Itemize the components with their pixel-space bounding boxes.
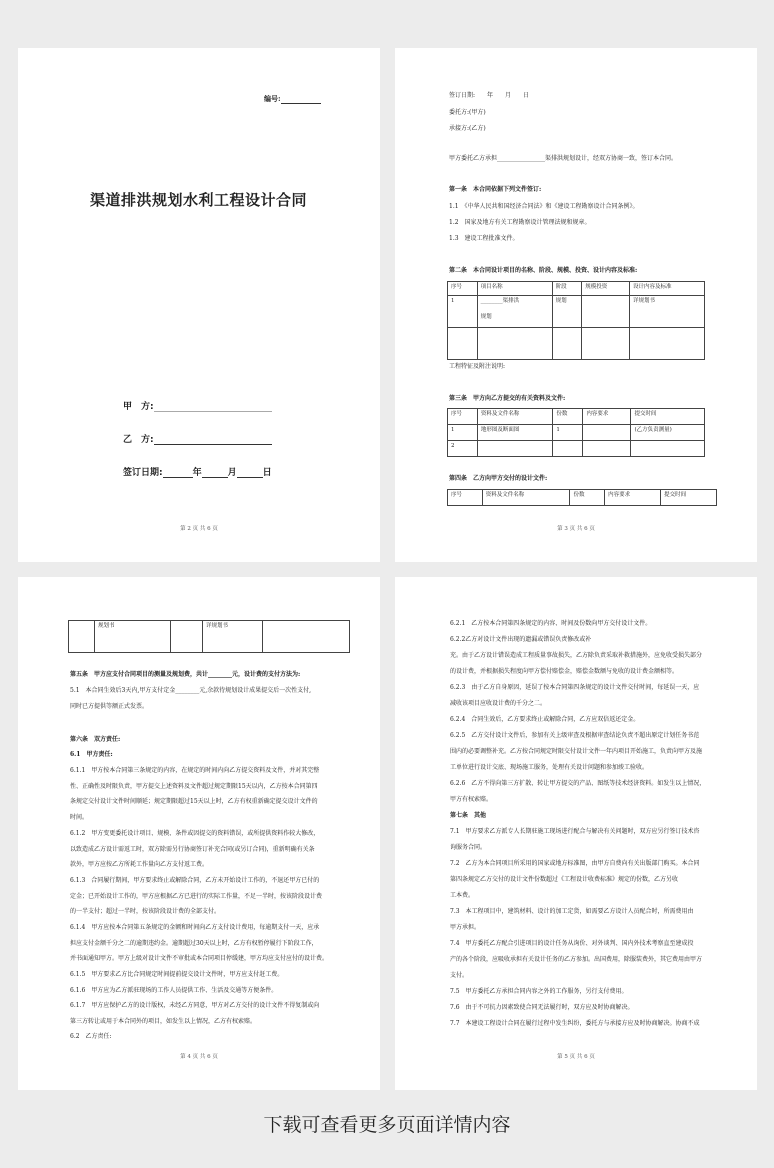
section-heading: 第五条 甲方应支付合同项目的测量及规划费，共计________元，设计费的支付方法为: xyxy=(70,671,301,678)
contract-number xyxy=(264,94,321,104)
party-a-label: 甲 方: xyxy=(123,402,154,412)
text-line: 的一半支付；超过一半时，按该阶段设计费的全部支付。 xyxy=(70,908,221,915)
text-line: 甲方有权索赔。 xyxy=(450,796,493,803)
deliverables-table-cont xyxy=(68,620,350,653)
text-line: 6.2.4 合同生效后，乙方要求终止或解除合同，乙方应双倍返还定金。 xyxy=(450,716,640,723)
text-line: 7.6 由于不可抗力因素致使合同无法履行时，双方应及时协商解决。 xyxy=(450,1004,634,1011)
text-line: 减收该项目应收设计费的千分之二。 xyxy=(450,700,547,707)
section-heading: 第一条 本合同依据下列文件签订: xyxy=(449,186,542,193)
text-line: 担应支付金额千分之二的逾期违约金。逾期超过30天以上时，乙方有权暂停履行下阶段工作， xyxy=(70,940,318,947)
party-b-row xyxy=(123,432,272,445)
text-line: 7.3 本工程项目中，建筑材料、设计的加工定货，如需要乙方设计人员配合时，所需费用由 xyxy=(450,908,694,915)
text-line: 款外，甲方应按乙方所耗工作量向乙方支付返工费。 xyxy=(70,861,209,868)
table-cell xyxy=(69,621,95,653)
number-blank xyxy=(281,96,321,104)
text-line: 1.3 建设工程批准文件。 xyxy=(449,235,519,242)
year-label: 年 xyxy=(192,468,202,478)
materials-table xyxy=(447,408,705,457)
section-heading: 第六条 双方责任: xyxy=(70,736,121,743)
text-line: 6.1.7 甲方应保护乙方的设计版权，未经乙方同意，甲方对乙方交付的设计文件不得复制或向 xyxy=(70,1002,320,1009)
text-line: 5.1 本合同生效后3天内,甲方支付定金________元,余款待规划设计成果提交后一次性支付, xyxy=(70,687,312,694)
table-cell: 地形图及断面图 xyxy=(477,425,553,441)
table-cell xyxy=(263,621,350,653)
month-label: 月 xyxy=(227,468,237,478)
table-header: 阶段 xyxy=(552,282,582,296)
design-items-table xyxy=(447,281,705,360)
text-line: 询服务合同。 xyxy=(450,844,487,851)
text-line: 6.1.4 甲方应按本合同第五条规定的金额和时间向乙方支付设计费用，每逾期支付一天，应承 xyxy=(70,924,320,931)
table-header: 项目名称 xyxy=(477,282,552,296)
table-cell: 1 xyxy=(553,425,583,441)
text-line: 6.1.6 甲方应为乙方派驻现场的工作人员提供工作、生活及交通等方便条件。 xyxy=(70,987,278,994)
table-header: 序号 xyxy=(448,490,483,506)
text-line: 7.5 甲方委托乙方承担合同内容之外的工作服务，另行支付费用。 xyxy=(450,988,628,995)
text-line: 工程特征及附注说明: xyxy=(449,363,506,370)
text-line: 7.7 本建设工程设计合同在履行过程中发生纠纷，委托方与承接方应及时协商解决。协商不成 xyxy=(450,1020,700,1027)
table-cell xyxy=(171,621,203,653)
sign-date-label: 签订日期: xyxy=(123,468,163,478)
text-line: 时间。 xyxy=(70,814,89,821)
page-number: 第 3 页 共 6 页 xyxy=(557,526,595,532)
table-header: 内容要求 xyxy=(583,409,631,425)
text-line: 6.2.1 乙方按本合同第四条规定的内容、时间及份数向甲方交付设计文件。 xyxy=(450,620,652,627)
table-header: 序号 xyxy=(448,282,478,296)
table-cell: (乙方负责测量) xyxy=(631,425,705,441)
text-line: 同时已方提供等额正式发票。 xyxy=(70,703,149,710)
table-header: 规模投资 xyxy=(582,282,630,296)
text-line: 围内的必要调整补充。乙方按合同规定时限交付设计文件一年内项目开始施工，负责向甲方及施 xyxy=(450,748,703,755)
text-line: 6.2.3 由于乙方自身原因，延误了按本合同第四条规定的设计文件交付时间，每延误一天，应 xyxy=(450,684,700,691)
project-name: ________渠排洪 xyxy=(480,298,520,304)
document-page-5 xyxy=(395,577,757,1090)
table-cell xyxy=(477,296,552,328)
text-line: 6.2.2乙方对设计文件出现的遗漏或错误负责修改或补 xyxy=(450,636,592,643)
table-header: 份数 xyxy=(553,409,583,425)
table-header: 提交时间 xyxy=(631,409,705,425)
table-cell: 详规划书 xyxy=(630,296,705,328)
contract-title: 渠道排洪规划水利工程设计合同 xyxy=(90,191,308,209)
text-line: 第三方转让或用于本合同外的项目，如发生以上情况，乙方有权索赔。 xyxy=(70,1018,257,1025)
table-header: 提交时间 xyxy=(661,490,717,506)
download-caption: 下载可查看更多页面详情内容 xyxy=(263,1114,511,1136)
day-label: 日 xyxy=(262,468,272,478)
text-line: 6.1.2 甲方变更委托设计项目、规模、条件或因提交的资料错误，或所提供资料作较大修改， xyxy=(70,830,320,837)
text-line: 签订日期: 年 月 日 xyxy=(449,92,530,99)
text-line: 6.2 乙方责任: xyxy=(70,1033,112,1040)
text-line: 1.2 国家及地方有关工程勘察设计管理法规和规章。 xyxy=(449,219,591,226)
text-line: 以致造成乙方设计需返工时，双方除需另行协商签订补充合同(或另订合同)，重新明确有关条 xyxy=(70,846,315,853)
text-line: 的设计费，并根据损失程度向甲方偿付赔偿金，赔偿金数额与免收的设计费金额相等。 xyxy=(450,668,679,675)
project-name-cont: 规划 xyxy=(480,314,492,320)
page-number: 第 2 页 共 6 页 xyxy=(180,526,218,532)
sign-date-row xyxy=(123,465,272,478)
table-cell xyxy=(583,425,631,441)
text-line: 性、正确性及时限负责，甲方提交上述资料及文件超过规定期限15天以内，乙方按本合同第四 xyxy=(70,783,318,790)
text-line: 工本费。 xyxy=(450,892,475,899)
table-header: 资料及文件名称 xyxy=(477,409,553,425)
section-heading: 第四条 乙方向甲方交付的设计文件: xyxy=(449,475,548,482)
page-number: 第 4 页 共 6 页 xyxy=(180,1054,218,1060)
table-header: 资料及文件名称 xyxy=(482,490,570,506)
document-page-cover xyxy=(18,48,380,562)
text-line: 第四条规定乙方交付的设计文件份数超过《工程设计收费标准》规定的份数，乙方另收 xyxy=(450,876,679,883)
text-line: 并书面通知甲方。甲方上级对设计文件不审批或本合同项目停缓建，甲方均应支付应付的设计费。 xyxy=(70,955,329,962)
table-header: 内容要求 xyxy=(605,490,661,506)
section-heading: 6.1 甲方责任: xyxy=(70,751,113,758)
document-page-4 xyxy=(18,577,380,1090)
text-line: 工单位进行设计交底、现场施工服务，处理有关设计问题和参加竣工验收。 xyxy=(450,764,649,771)
text-line: 6.1.5 甲方要求乙方比合同规定时间提前提交设计文件时，甲方应支付赶工费。 xyxy=(70,971,284,978)
text-line: 条规定交付设计文件时间顺延；规定期限超过15天以上时，乙方有权重新确定提交设计文件的 xyxy=(70,798,318,805)
text-line: 6.2.6 乙方不得向第三方扩散、转让甲方提交的产品、图纸等技术经济资料。如发生以上情况， xyxy=(450,780,706,787)
page-number: 第 5 页 共 6 页 xyxy=(557,1054,595,1060)
table-cell: 规划书 xyxy=(95,621,171,653)
text-line: 7.2 乙方为本合同项目所采用的国家或地方标准图，由甲方自费向有关出版部门购买。本合同 xyxy=(450,860,700,867)
table-cell xyxy=(582,296,630,328)
party-a-blank xyxy=(154,402,272,412)
party-b-label: 乙 方: xyxy=(123,435,154,445)
table-cell: 1 xyxy=(448,296,478,328)
table-header: 序号 xyxy=(448,409,478,425)
section-heading: 第二条 本合同设计项目的名称、阶段、规模、投资、设计内容及标准: xyxy=(449,267,638,274)
text-line: 定金；已开始设计工作的，甲方应根据乙方已进行的实际工作量，不足一半时，按该阶段设计费 xyxy=(70,893,323,900)
deliverables-table xyxy=(447,489,717,506)
text-line: 承接方:(乙方) xyxy=(449,125,486,132)
text-line: 6.1.1 甲方按本合同第三条规定的内容，在规定的时间内向乙方提交资料及文件，并对其完整 xyxy=(70,767,320,774)
section-heading: 第三条 甲方向乙方提交的有关资料及文件: xyxy=(449,395,566,402)
text-line: 7.4 甲方委托乙方配合引进项目的设计任务从询价、对外谈判、国内外技术考察直至建成投 xyxy=(450,940,694,947)
text-line: 支付。 xyxy=(450,972,469,979)
party-b-blank xyxy=(154,435,272,445)
text-line: 甲方承担。 xyxy=(450,924,481,931)
text-line: 充。由于乙方设计错误造成工程质量事故损失，乙方除负责采取补救措施外，应免收受损失部分 xyxy=(450,652,703,659)
table-cell: 详规划书 xyxy=(203,621,263,653)
text-line: 甲方委托乙方承担________________渠排洪规划设计，经双方协商一致，签订本合同。 xyxy=(449,155,678,162)
table-header: 份数 xyxy=(570,490,605,506)
text-line: 6.2.5 乙方交付设计文件后，参加有关上级审查及根据审查结论负责不超出原定计划任务书范 xyxy=(450,732,700,739)
table-cell: 1 xyxy=(448,425,478,441)
section-heading: 第七条 其他 xyxy=(450,812,487,819)
number-label: 编号: xyxy=(264,94,281,103)
table-cell: 2 xyxy=(448,441,478,457)
text-line: 1.1 《中华人民共和国经济合同法》和《建设工程勘察设计合同条例》。 xyxy=(449,203,639,210)
text-line: 6.1.3 合同履行期间，甲方要求终止或解除合同，乙方未开始设计工作的，不退还甲方已付的 xyxy=(70,877,320,884)
party-a-row xyxy=(123,399,272,412)
table-header: 设计内容及标准 xyxy=(630,282,705,296)
table-cell: 规划 xyxy=(552,296,582,328)
text-line: 7.1 甲方要求乙方派专人长期驻施工现场进行配合与解决有关问题时，双方应另行签订技术咨 xyxy=(450,828,700,835)
document-page-3 xyxy=(395,48,757,562)
text-line: 委托方:(甲方) xyxy=(449,109,486,116)
text-line: 产的各个阶段，应吸收承担有关设计任务的乙方参加。出国费用，除服装费外，其它费用由甲方 xyxy=(450,956,703,963)
